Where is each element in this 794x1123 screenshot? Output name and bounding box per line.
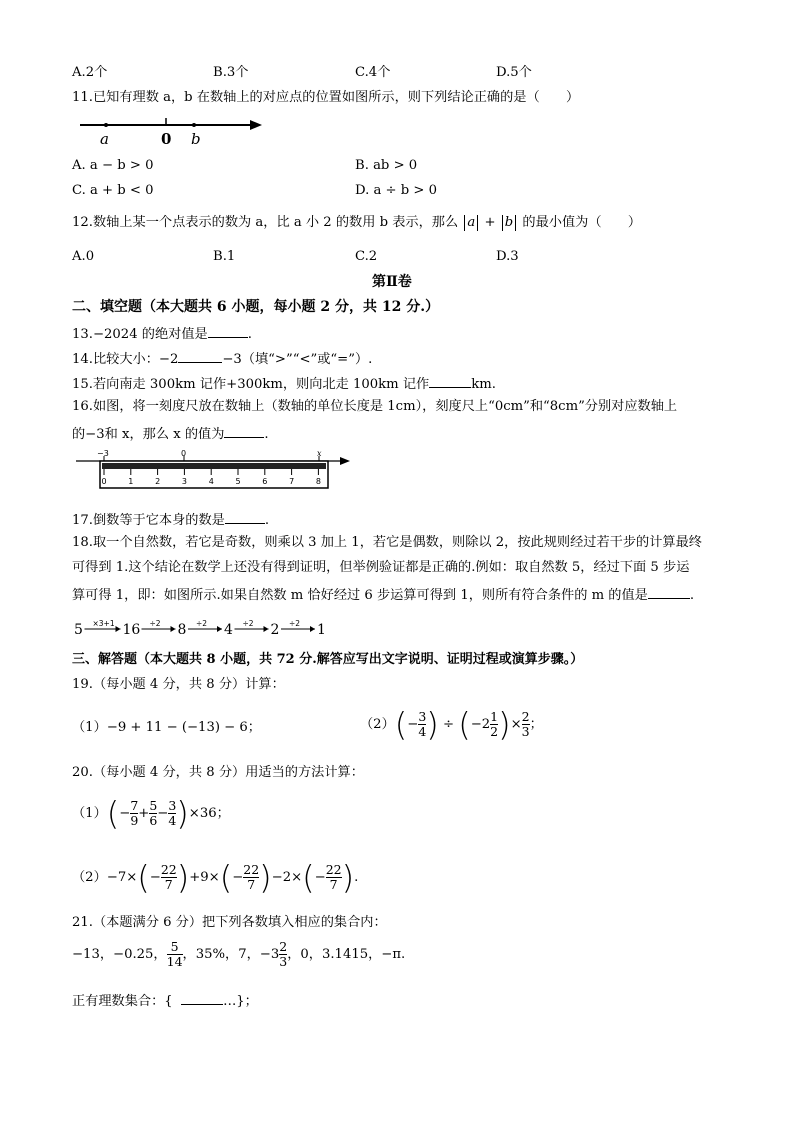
q16-line2 — [72, 423, 269, 444]
q11-label-a: a — [100, 130, 109, 148]
q15-text: 15.若向南走 300km 记作+300km，则向北走 100km 记作 — [72, 377, 430, 392]
q18-line2: 可得到 1.这个结论在数学上还没有得到证明，但举例验证都是正确的.例如：取自然数 5，经过下面 5 步运 — [72, 560, 690, 575]
q10-option-b: B.3个 — [213, 65, 249, 80]
ruler-tick-label: 1 — [128, 477, 134, 486]
q12-option-a: A.0 — [72, 249, 95, 264]
q21-set-tail: …}； — [223, 994, 258, 1009]
chain-number: 1 — [317, 622, 326, 638]
q20-part2: （2）−7×(− $\frac{22}{7}$ )+9×(− $\frac{22}{7}$ )−2×(− $\frac{22}{7}$ ). — [72, 858, 359, 897]
q19-part2-label: （2） — [360, 717, 395, 732]
q17 — [72, 509, 269, 530]
q16-axis-label-0: 0 — [181, 449, 187, 458]
q12-stem-pre: 12.数轴上某一个点表示的数为 a，比 a 小 2 的数用 b 表示，那么 — [72, 215, 459, 230]
q10-option-a: A.2个 — [72, 65, 108, 80]
q11-label-b: b — [191, 130, 201, 148]
q16-text: 的−3和 x，那么 x 的值为 — [72, 427, 225, 442]
chain-number: 16 — [122, 622, 141, 638]
q16-end: . — [264, 427, 269, 442]
q11-option-c: C. a + b < 0 — [72, 183, 154, 198]
q10-option-c: C.4个 — [355, 65, 391, 80]
q11-stem: 11.已知有理数 a，b 在数轴上的对应点的位置如图所示，则下列结论正确的是（ ） — [72, 90, 580, 105]
q17-answer-blank[interactable] — [225, 509, 265, 524]
q14-answer-blank[interactable] — [178, 348, 222, 363]
q18-line1: 18.取一个自然数，若它是奇数，则乘以 3 加上 1，若它是偶数，则除以 2，按此规则经过若干步的计算最终 — [72, 535, 702, 550]
chain-arrowhead — [171, 626, 176, 632]
ruler-tick-label: 6 — [262, 477, 268, 486]
q21-set-blank[interactable] — [181, 990, 223, 1005]
q19-part2: （2）(− $\frac{3}{4}$ ) ÷ (−2 $\frac{1}{2}$ )× $\frac{2}{3}$ ； — [360, 705, 543, 744]
q12-stem — [72, 214, 641, 232]
q16-answer-blank[interactable] — [224, 423, 264, 438]
ruler-tick-label: 8 — [315, 477, 321, 486]
q18-end: . — [689, 588, 695, 603]
chain-operation: ÷2 — [242, 619, 254, 628]
chain-arrowhead — [264, 626, 269, 632]
q14-text: 14.比较大小：−2 — [72, 352, 179, 367]
q16-line1: 16.如图，将一刻度尺放在数轴上（数轴的单位长度是 1cm），刻度尺上“0cm”和“8cm”分别对应数轴上 — [72, 399, 678, 414]
chain-number: 8 — [177, 622, 187, 638]
ruler-tick-label: 5 — [235, 477, 241, 486]
q11-label-zero: 0 — [161, 130, 172, 148]
q16-axis-label-minus3: −3 — [97, 449, 109, 458]
q20-stem: 20.（每小题 4 分，共 8 分）用适当的方法计算： — [72, 765, 364, 780]
ruler-tick-label: 0 — [101, 477, 107, 486]
ruler-tick-label: 2 — [155, 477, 161, 486]
q21-positive-rational-set — [72, 990, 258, 1011]
q11-number-line — [78, 114, 268, 148]
q15-answer-blank[interactable] — [429, 373, 471, 388]
q19-stem: 19.（每小题 4 分，共 8 分）计算： — [72, 677, 285, 692]
q11-option-d: D. a ÷ b > 0 — [355, 183, 438, 198]
q18-operation-chain — [72, 614, 382, 642]
q12-option-c: C.2 — [355, 249, 378, 264]
ruler-tick-label: 3 — [181, 477, 187, 486]
q14 — [72, 348, 372, 369]
q12-option-d: D.3 — [496, 249, 519, 264]
chain-operation: ×3+1 — [92, 619, 115, 628]
q13 — [72, 323, 252, 344]
q15 — [72, 373, 496, 394]
q15-end: km. — [471, 377, 496, 392]
q18-answer-blank[interactable] — [648, 584, 690, 599]
section-3-title: 三、解答题（本大题共 8 小题，共 72 分.解答应写出文字说明、证明过程或演算步骤。） — [72, 652, 584, 667]
q21-stem: 21.（本题满分 6 分）把下列各数填入相应的集合内： — [72, 915, 387, 930]
chain-number: 4 — [224, 622, 233, 638]
section-2-title: 二、填空题（本大题共 6 小题，每小题 2 分，共 12 分.） — [72, 299, 440, 315]
q12-option-b: B.1 — [213, 249, 236, 264]
q17-end: . — [264, 513, 270, 528]
ruler-tick-label: 4 — [208, 477, 214, 486]
ruler-tick-label: 7 — [289, 477, 295, 486]
q18-text: 算可得 1，即：如图所示.如果自然数 m 恰好经过 6 步运算可得到 1，则所有符合条件的 m 的值是 — [72, 588, 648, 603]
chain-operation: ÷2 — [196, 619, 208, 628]
q13-answer-blank[interactable] — [208, 323, 248, 338]
q12-plus: + — [484, 215, 496, 230]
chain-operation: ÷2 — [289, 619, 301, 628]
chain-arrowhead — [116, 626, 121, 632]
chain-number: 2 — [270, 622, 280, 638]
q13-end: . — [247, 327, 252, 342]
q21-set-label: 正有理数集合：{ — [72, 994, 173, 1009]
q13-text: 13.−2024 的绝对值是 — [72, 327, 208, 342]
q21-numbers: −13，−0.25， $\frac{5}{14}$ ，35%，7，−3 $\frac{2}{3}$ ，0，3.1415，−π. — [72, 939, 406, 969]
q12-abs-b: b — [504, 215, 514, 230]
q17-text: 17.倒数等于它本身的数是 — [72, 513, 225, 528]
volume-2-title: 第Ⅱ卷 — [372, 274, 412, 290]
q19-part1: （1）−9 + 11 − (−13) − 6； — [72, 720, 261, 735]
q16-ruler-figure — [74, 446, 354, 494]
q18-line3 — [72, 584, 694, 605]
q20-part1: （1）(− $\frac{7}{9}$ + $\frac{5}{6}$ − $\frac{3}{4}$ )×36； — [72, 794, 230, 833]
chain-arrowhead — [310, 626, 315, 632]
q11-option-a: A. a − b > 0 — [72, 158, 154, 173]
q12-stem-post: 的最小值为（ ） — [522, 215, 642, 230]
q12-abs-a: a — [467, 215, 476, 230]
q14-end: −3（填“>”“<”或“=”）. — [222, 352, 373, 367]
chain-operation: ÷2 — [149, 619, 161, 628]
q16-axis-label-x: x — [317, 449, 322, 458]
chain-number: 5 — [74, 622, 83, 638]
q11-option-b: B. ab > 0 — [355, 158, 418, 173]
chain-arrowhead — [217, 626, 222, 632]
q10-option-d: D.5个 — [496, 65, 532, 80]
